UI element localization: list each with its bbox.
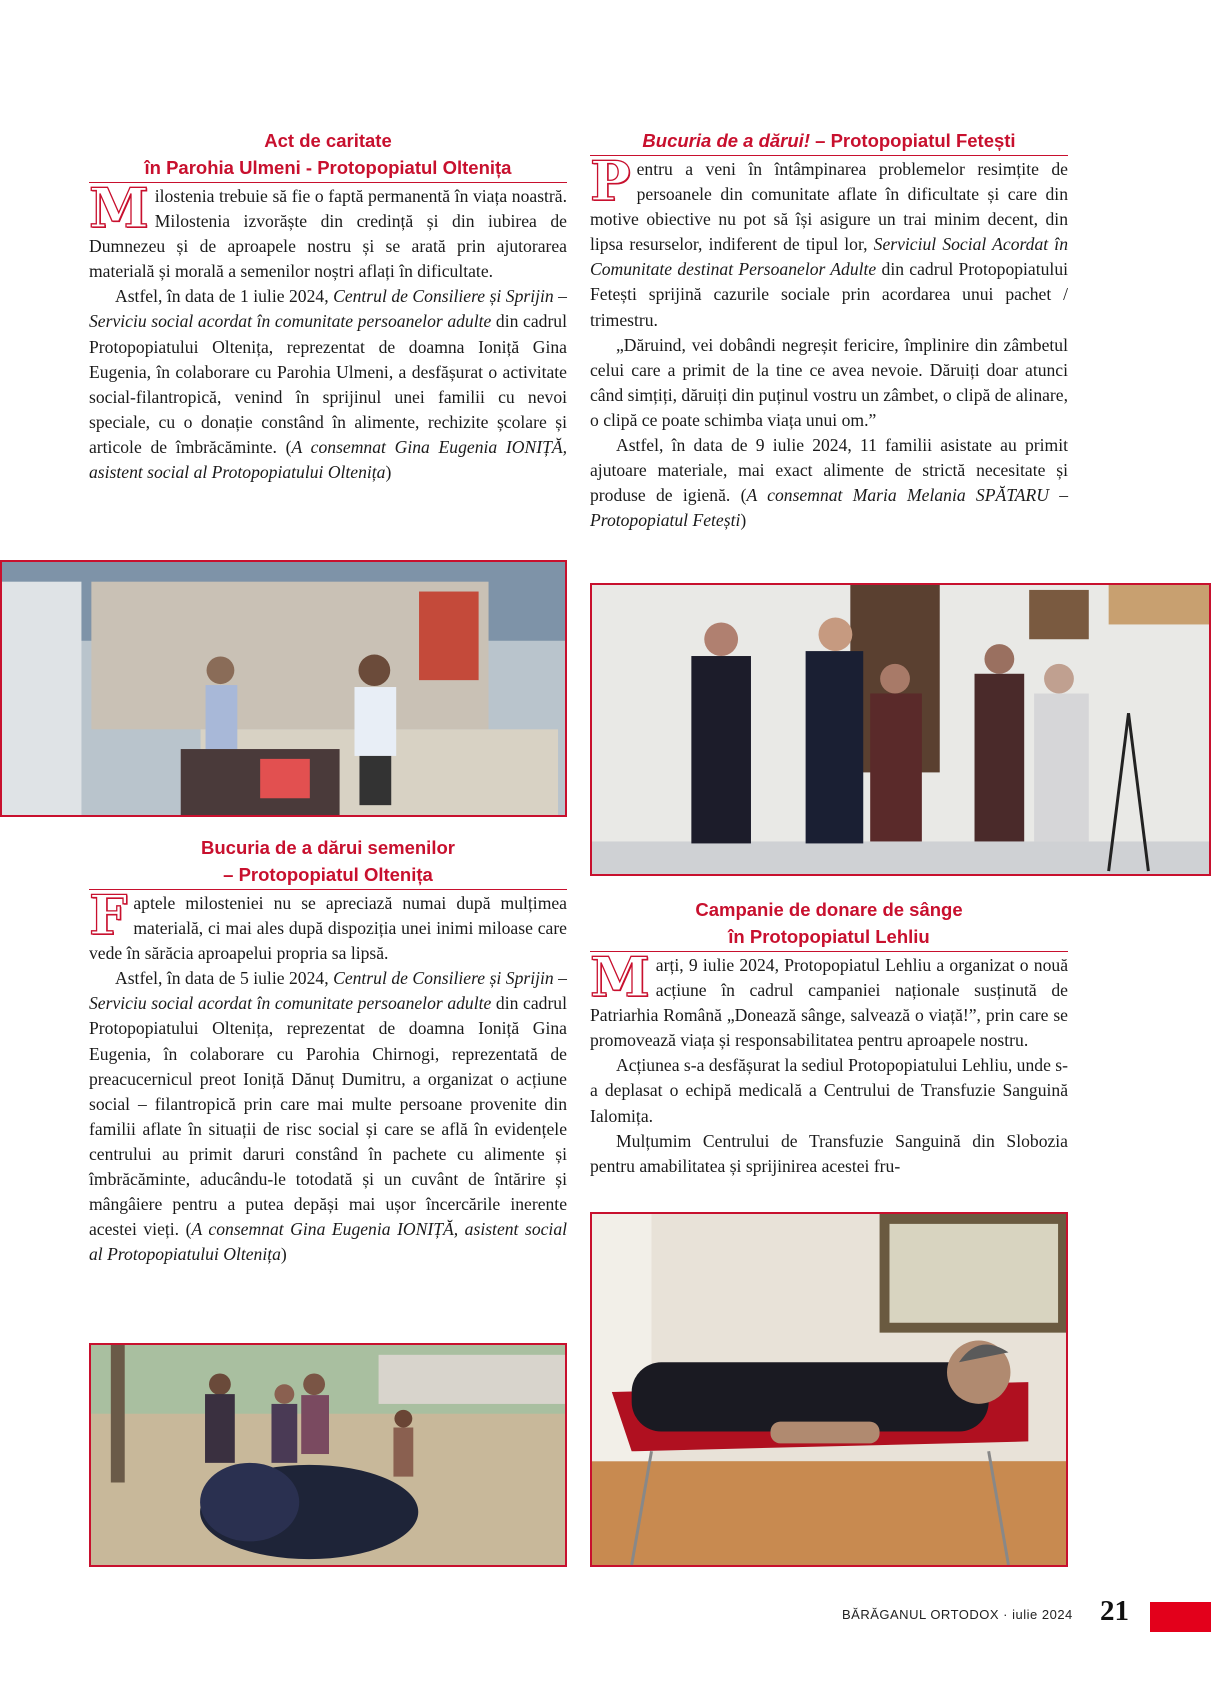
text: Astfel, în data de 5 iulie 2024, (115, 968, 334, 989)
title-line: în Parohia Ulmeni - Protopopiatul Oltenița (144, 157, 512, 178)
paragraph (89, 883, 567, 966)
text: ) (385, 462, 392, 483)
drop-cap: F (89, 883, 128, 947)
italic-text: Serviciul Social Acordat în Comunitate destinat Persoanelor Adulte (590, 234, 1068, 280)
article-lehliu (590, 896, 1068, 1179)
article-chirnogi (89, 834, 567, 1267)
footer-red-bar (1150, 1602, 1211, 1632)
title-line: în Protopopiatul Lehliu (728, 926, 930, 947)
paragraph (590, 433, 1068, 533)
photo-blood-donation (590, 1212, 1068, 1567)
article-ulmeni (89, 127, 567, 485)
photo-fetesti-group (590, 583, 1211, 876)
attribution: A consemnat Gina Eugenia IONIȚĂ, asistent social al Protopopiatului Oltenița (89, 436, 567, 483)
text: entru a veni în întâmpinarea problemelor resimțite de persoanele din comunitate aflate în dificultate și care din motive obiective nu pot să își asigure un trai minim decent, din lipsa resurselor, indiferent de tipul lor, (590, 159, 1068, 255)
text: din cadrul Protopopiatului Fetești sprijină cazurile sociale prin acordarea unui pachet / trimestru. (590, 259, 1068, 330)
title-rest: – Protopopiatul Fetești (810, 130, 1016, 151)
text: ) (740, 510, 747, 531)
quote-text: „Dăruind, vei dobândi negreșit fericire, împlinire din zâmbetul celui care a primit de la tine ce avea nevoie. Dăruiți doar atunci când simțiți, dăruiți din puținul vostru un zâmbet, o clipă de alinare, o clipă ce poate schimba viața unui om.” (590, 334, 1068, 430)
publication-footer: BĂRĂGANUL ORTODOX · iulie 2024 (842, 1607, 1073, 1622)
drop-cap: P (590, 149, 631, 213)
drop-cap: M (590, 945, 650, 1009)
text: din cadrul Protopopiatului Oltenița, reprezentat de doamna Ioniță Gina Eugenia, în colaborare cu Parohia Chirnogi, reprezentată de preacucernicul preot Ioniță Dănuț Dumitru, a organizat o acțiune social – filantropică prin care mai multe persoane provenite din familii aflate în situații de risc social și care se află în evidențele centrului au primit daruri constând în pachete cu alimente și îmbrăcăminte, aducându-le totodată și un cuvânt de întărire și mângâiere pentru a putea depăși mai ușor încercările inerente acestei vieți. ( (89, 993, 567, 1240)
text: Astfel, în data de 9 iulie 2024, 11 familii asistate au primit ajutoare materiale, mai exact alimente de strictă necesitate și produse de igienă. ( (590, 435, 1068, 506)
page-number: 21 (1100, 1595, 1129, 1627)
article-title (590, 896, 1068, 952)
article-body (89, 883, 567, 1267)
paragraph-text: arți, 9 iulie 2024, Protopopiatul Lehliu a organizat o nouă acțiune în cadrul campaniei naționale susținută de Patriarhia Română „Donează sânge, salvează o viață!”, prin care se promovează viața și responsabilitatea pentru aproapele nostru. (590, 955, 1068, 1051)
article-body (89, 176, 567, 485)
photo-chirnogi-donation (89, 1343, 567, 1567)
article-body (590, 945, 1068, 1179)
title-line: – Protopopiatul Oltenița (223, 864, 433, 885)
article-title (89, 127, 567, 183)
paragraph (590, 333, 1068, 433)
text: ) (280, 1244, 287, 1265)
paragraph-text: aptele milosteniei nu se apreciază numai după mulțimea materială, ci mai ales după dispoziția unei inimi miloase care vede în sărăcia aproapelui propria sa lipsă. (89, 893, 567, 964)
paragraph (89, 176, 567, 284)
paragraph-text: Acțiunea s-a desfășurat la sediul Protopopiatului Lehliu, unde s-a deplasat o echipă medicală a Centrului de Transfuzie Sanguină Ialomița. (590, 1055, 1068, 1126)
text: Astfel, în data de 1 iulie 2024, (115, 286, 334, 307)
title-line: Campanie de donare de sânge (695, 899, 963, 920)
paragraph (89, 966, 567, 1267)
paragraph-text: ilostenia trebuie să fie o faptă permanentă în viața noastră. Milostenia izvorăște din credință și din iubirea de Dumnezeu și de aproapele nostru și se arată prin ajutorarea materială și morală a semenilor noștri aflați în dificultate. (89, 186, 567, 282)
title-line: Act de caritate (264, 130, 392, 151)
paragraph-text: Mulțumim Centrului de Transfuzie Sanguină din Slobozia pentru amabilitatea și sprijinirea acestei fru- (590, 1130, 1068, 1176)
drop-cap: M (89, 176, 149, 240)
attribution: A consemnat Maria Melania SPĂTARU – Protopopiatul Fetești (590, 485, 1068, 531)
paragraph (89, 284, 567, 485)
italic-text: Centrul de Consiliere și Sprijin – Serviciu social acordat în comunitate persoanelor adulte (89, 286, 567, 332)
article-fetesti (590, 127, 1068, 533)
paragraph (590, 149, 1068, 333)
attribution: A consemnat Gina Eugenia IONIȚĂ, asistent social al Protopopiatului Oltenița (89, 1219, 567, 1265)
paragraph (590, 1053, 1068, 1128)
title-italic: Bucuria de a dărui! (642, 130, 810, 151)
title-line: Bucuria de a dărui semenilor (201, 837, 455, 858)
photo-family-donation (0, 560, 567, 817)
article-title (89, 834, 567, 890)
paragraph (590, 945, 1068, 1053)
article-body (590, 149, 1068, 533)
article-title (590, 127, 1068, 156)
paragraph (590, 1129, 1068, 1179)
italic-text: Centrul de Consiliere și Sprijin – Serviciu social acordat în comunitate persoanelor adulte (89, 968, 567, 1014)
text: din cadrul Protopopiatului Oltenița, reprezentat de doamna Ioniță Gina Eugenia, în colaborare cu Parohia Ulmeni, a desfășurat o activitate social-filantropică, venind în sprijinul unei familii cu nevoi speciale, cu o donație constând în alimente, rechizite școlare și articole de îmbrăcăminte. ( (89, 311, 567, 457)
